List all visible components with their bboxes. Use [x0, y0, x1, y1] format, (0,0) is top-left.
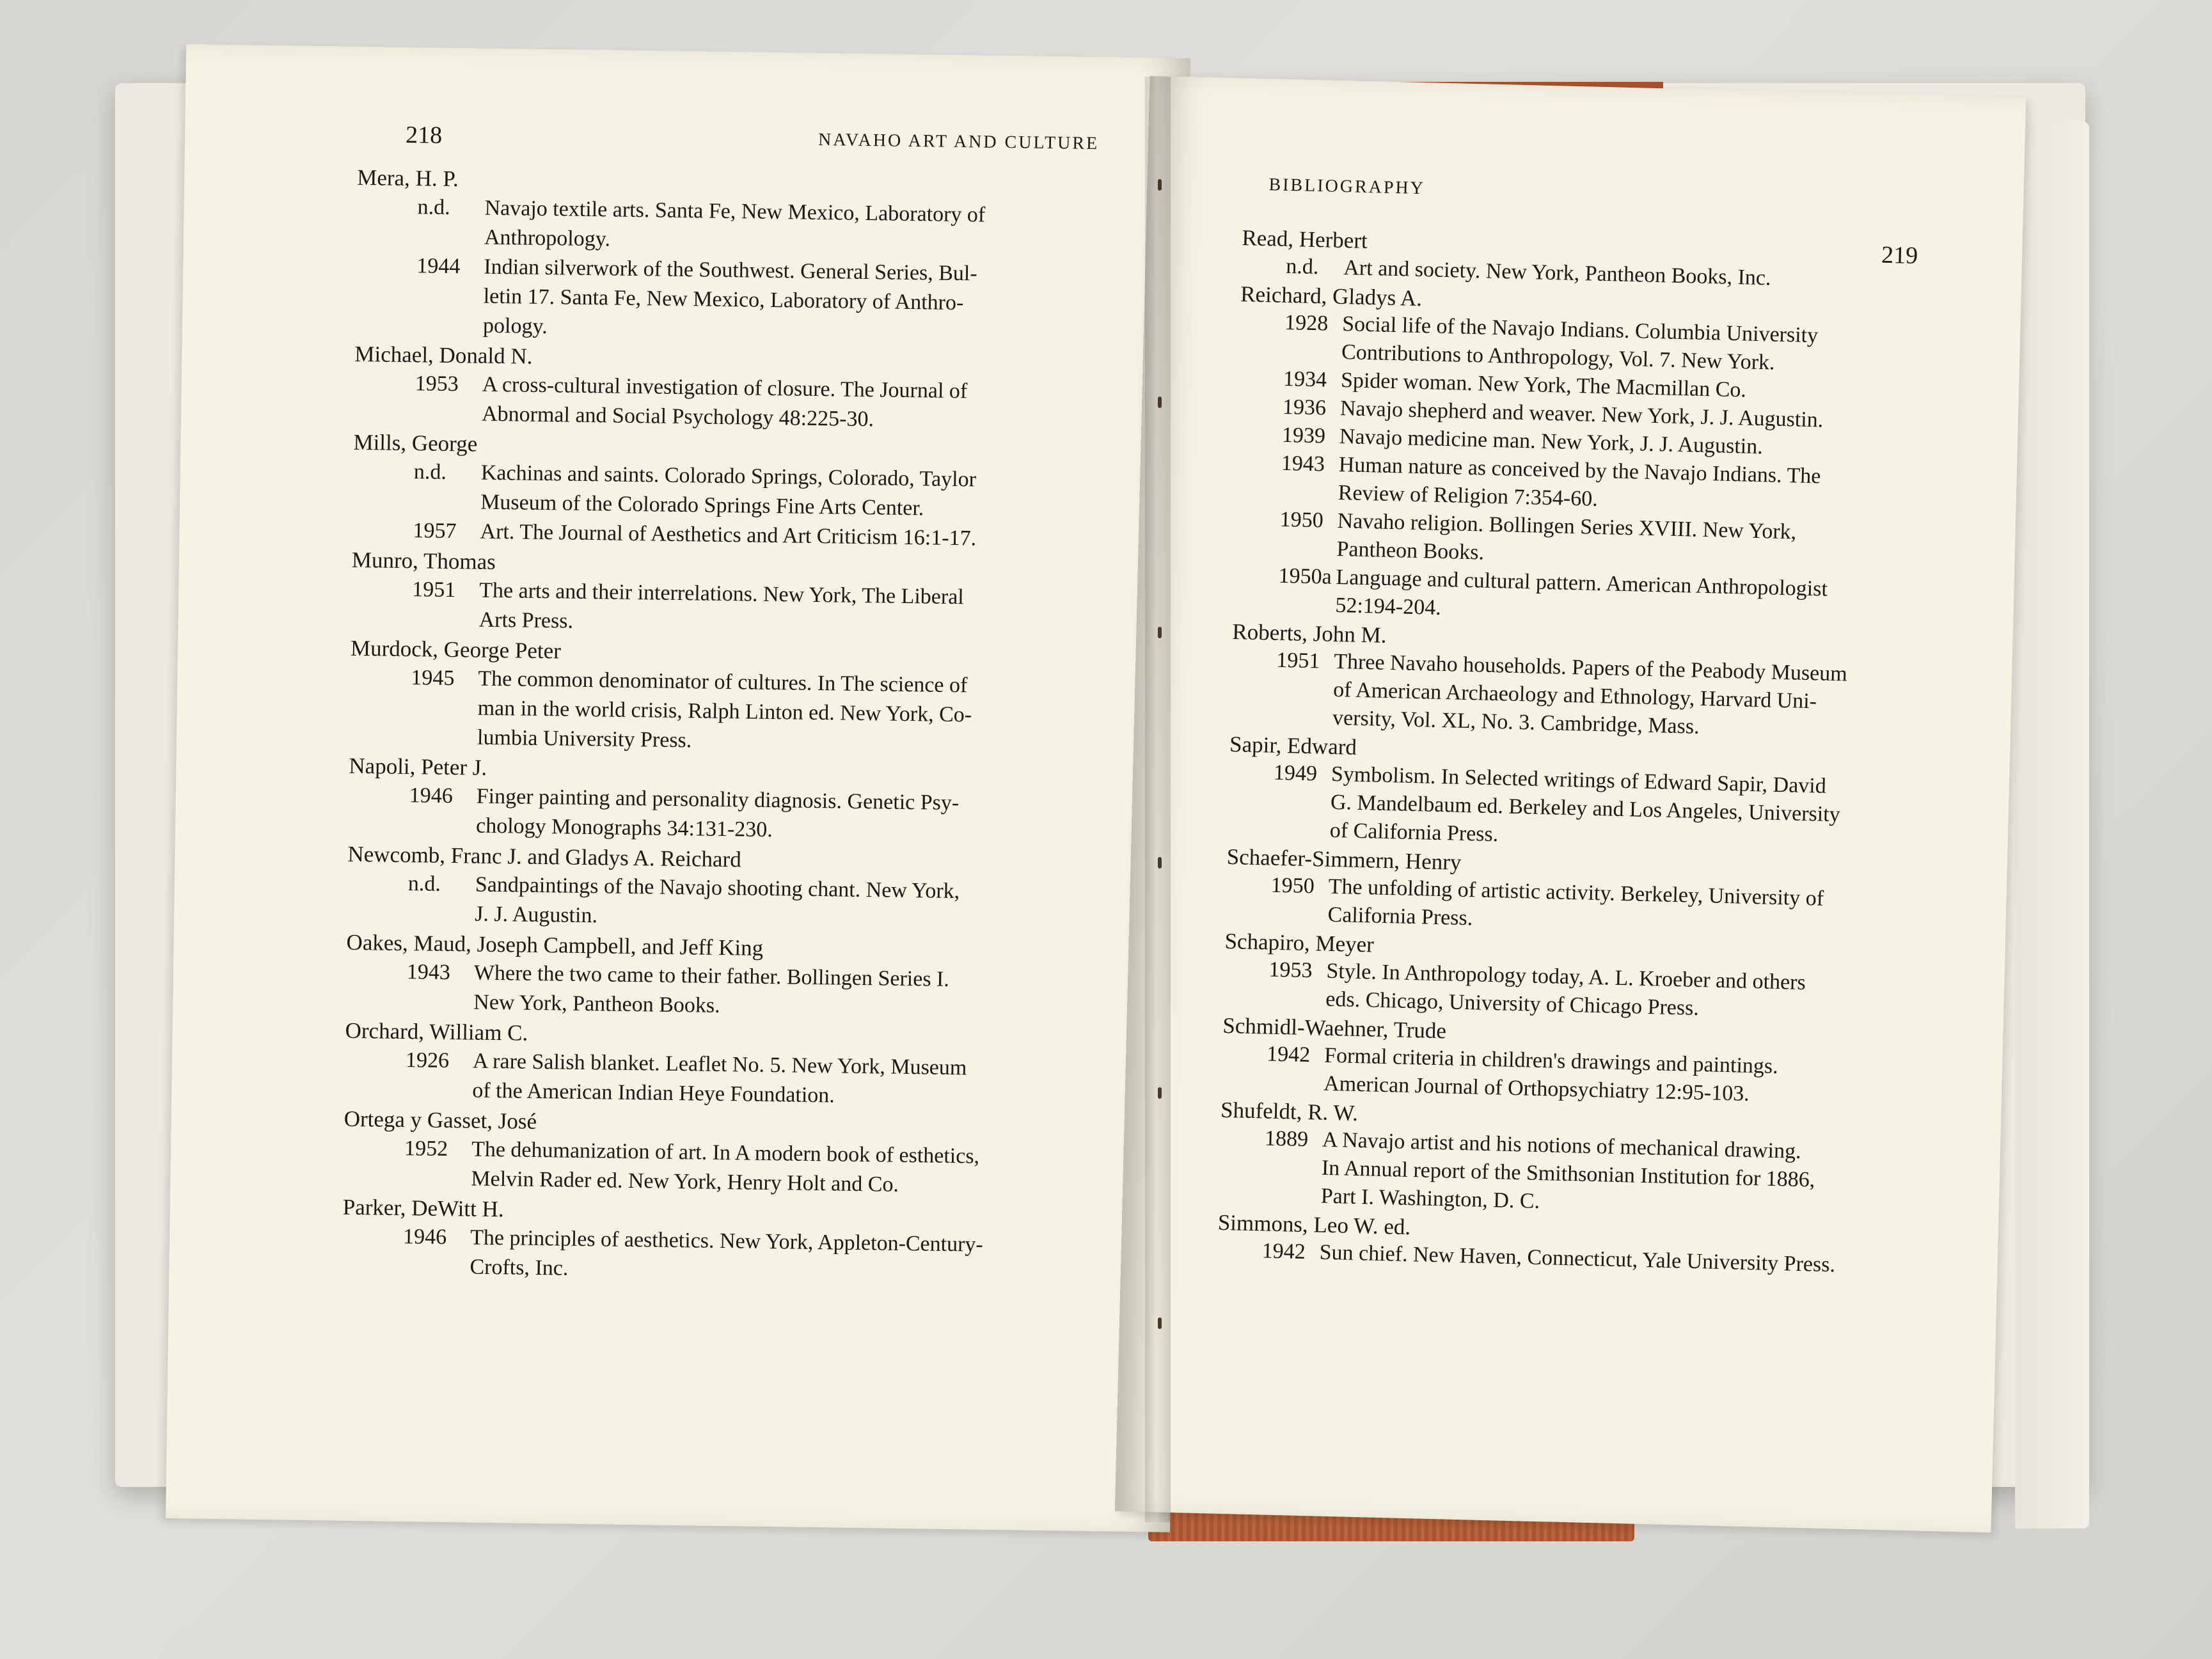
- cover-edge: [2015, 122, 2089, 1529]
- entry-year: 1944: [416, 254, 461, 279]
- entry-author: Shufeldt, R. W.: [1220, 1097, 1359, 1126]
- entry-text-line: of the American Indian Heye Foundation.: [472, 1078, 835, 1108]
- entry-author: Reichard, Gladys A.: [1240, 281, 1423, 311]
- entry-author: Mera, H. P.: [357, 164, 459, 192]
- entry-year: 1946: [409, 783, 454, 808]
- entry-author: Sapir, Edward: [1229, 731, 1357, 760]
- entry-text-line: The arts and their interrelations. New York, The Liberal: [479, 578, 965, 609]
- entry-text-line: eds. Chicago, University of Chicago Press.: [1325, 987, 1700, 1020]
- entry-text-line: Anthropology.: [484, 225, 611, 251]
- binding-stitch: [1158, 1317, 1162, 1329]
- entry-year: 1939: [1281, 423, 1326, 448]
- entry-text-line: Navajo medicine man. New York, J. J. Augustin.: [1339, 425, 1764, 459]
- entry-year: 1949: [1273, 760, 1318, 786]
- entry-year: 1928: [1284, 310, 1329, 336]
- entry-text-line: Sandpaintings of the Navajo shooting chant. New York,: [475, 872, 960, 904]
- entry-year: n.d.: [417, 195, 450, 219]
- entry-text-line: Symbolism. In Selected writings of Edward Sapir, David: [1331, 762, 1827, 798]
- entry-year: 1953: [415, 372, 459, 397]
- entry-text-line: Formal criteria in children's drawings and paintings.: [1323, 1043, 1779, 1079]
- right-page: [1115, 76, 2026, 1533]
- entry-author: Napoli, Peter J.: [349, 753, 487, 780]
- entry-year: 1936: [1282, 395, 1327, 420]
- binding-stitch: [1158, 397, 1162, 408]
- right-page-number: 219: [1881, 241, 1918, 270]
- entry-author: Read, Herbert: [1242, 225, 1368, 253]
- entry-year: 1943: [406, 960, 451, 985]
- book-gutter: [1145, 77, 1171, 1522]
- entry-text-line: Navajo textile arts. Santa Fe, New Mexico, Laboratory of: [484, 196, 986, 227]
- entry-text-line: J. J. Augustin.: [474, 902, 598, 928]
- entry-text-line: Abnormal and Social Psychology 48:225-30.: [481, 402, 874, 432]
- entry-author: Newcomb, Franc J. and Gladys A. Reichard: [347, 841, 742, 872]
- entry-text-line: Navajo shepherd and weaver. New York, J. J. Augustin.: [1339, 397, 1824, 432]
- entry-author: Parker, DeWitt H.: [342, 1194, 504, 1222]
- entry-text-line: letin 17. Santa Fe, New Mexico, Laboratory of Anthro-: [483, 284, 964, 315]
- entry-text-line: lumbia University Press.: [477, 725, 692, 753]
- entry-text-line: Spider woman. New York, The Macmillan Co.: [1340, 368, 1747, 402]
- entry-text-line: Indian silverwork of the Southwest. General Series, Bul-: [484, 255, 977, 286]
- entry-year: 1943: [1281, 451, 1325, 476]
- entry-text-line: A cross-cultural investigation of closure. The Journal of: [482, 372, 968, 404]
- left-page: [166, 44, 1190, 1532]
- entry-text-line: Review of Religion 7:354-60.: [1338, 480, 1599, 511]
- entry-author: Oakes, Maud, Joseph Campbell, and Jeff King: [346, 929, 764, 961]
- entry-author: Munro, Thomas: [351, 547, 496, 574]
- entry-text-line: Human nature as conceived by the Navajo Indians. The: [1338, 452, 1821, 489]
- entry-text-line: Three Navaho households. Papers of the Peabody Museum: [1333, 649, 1848, 686]
- entry-text-line: Finger painting and personality diagnosis. Genetic Psy-: [476, 784, 960, 815]
- entry-text-line: of American Archaeology and Ethnology, Harvard Uni-: [1332, 677, 1817, 714]
- entry-year: 1950: [1270, 873, 1315, 899]
- binding-stitch: [1158, 857, 1162, 869]
- entry-text-line: Sun chief. New Haven, Connecticut, Yale University Press.: [1319, 1240, 1836, 1277]
- entry-year: 1950a: [1278, 563, 1332, 589]
- entry-year: 1945: [411, 666, 455, 691]
- entry-text-line: Part I. Washington, D. C.: [1320, 1184, 1540, 1214]
- entry-text-line: Pantheon Books.: [1336, 537, 1485, 565]
- entry-text-line: California Press.: [1327, 902, 1473, 931]
- entry-author: Ortega y Gasset, José: [344, 1106, 537, 1134]
- entry-text-line: versity, Vol. XL, No. 3. Cambridge, Mass.: [1332, 705, 1700, 739]
- binding-stitch: [1158, 179, 1162, 191]
- entry-text-line: The common denominator of cultures. In The science of: [478, 666, 968, 698]
- entry-author: Simmons, Leo W. ed.: [1217, 1209, 1411, 1240]
- left-running-head: NAVAHO ART AND CULTURE: [818, 129, 1100, 154]
- entry-text-line: Language and cultural pattern. American Anthropologist: [1336, 565, 1828, 601]
- right-running-head: BIBLIOGRAPHY: [1268, 175, 1426, 199]
- entry-text-line: Art and society. New York, Pantheon Books, Inc.: [1343, 256, 1771, 290]
- entry-year: n.d.: [407, 872, 441, 896]
- entry-text-line: Contributions to Anthropology, Vol. 7. New York.: [1341, 340, 1775, 375]
- entry-text-line: New York, Pantheon Books.: [473, 990, 720, 1018]
- entry-year: 1942: [1261, 1239, 1306, 1264]
- entry-author: Michael, Donald N.: [354, 341, 533, 369]
- entry-text-line: G. Mandelbaum ed. Berkeley and Los Angeles, University: [1330, 790, 1841, 827]
- entry-text-line: Crofts, Inc.: [470, 1255, 569, 1280]
- entry-text-line: man in the world crisis, Ralph Linton ed. New York, Co-: [477, 696, 972, 727]
- entry-author: Roberts, John M.: [1231, 619, 1387, 648]
- entry-text-line: In Annual report of the Smithsonian Institution for 1886,: [1321, 1156, 1815, 1192]
- entry-year: 1926: [405, 1048, 450, 1073]
- entry-text-line: chology Monographs 34:131-230.: [475, 814, 773, 842]
- entry-author: Orchard, William C.: [345, 1018, 528, 1046]
- entry-text-line: The unfolding of artistic activity. Berkeley, University of: [1328, 874, 1824, 911]
- entry-text-line: The principles of aesthetics. New York, Appleton-Century-: [470, 1225, 984, 1257]
- entry-year: 1953: [1268, 957, 1313, 983]
- entry-year: 1951: [412, 578, 456, 602]
- entry-year: 1942: [1266, 1042, 1311, 1067]
- entry-year: 1957: [413, 519, 457, 544]
- entry-text-line: Kachinas and saints. Colorado Springs, Colorado, Taylor: [480, 460, 977, 492]
- entry-author: Mills, George: [353, 429, 478, 457]
- entry-year: n.d.: [413, 460, 447, 484]
- entry-text-line: Art. The Journal of Aesthetics and Art Criticism 16:1-17.: [480, 519, 977, 551]
- binding-stitch: [1158, 627, 1162, 638]
- entry-text-line: A rare Salish blanket. Leaflet No. 5. New York, Museum: [472, 1049, 967, 1080]
- entry-text-line: Arts Press.: [478, 608, 574, 633]
- entry-year: 1946: [402, 1225, 447, 1250]
- entry-text-line: pology.: [482, 313, 548, 339]
- entry-text-line: of California Press.: [1329, 818, 1499, 847]
- entry-text-line: Social life of the Navajo Indians. Columbia University: [1341, 312, 1819, 348]
- entry-text-line: A Navajo artist and his notions of mechanical drawing.: [1322, 1128, 1802, 1163]
- entry-text-line: 52:194-204.: [1335, 593, 1442, 620]
- entry-year: 1952: [404, 1136, 448, 1161]
- entry-author: Murdock, George Peter: [350, 635, 562, 664]
- binding-stitch: [1158, 1087, 1162, 1099]
- entry-text-line: American Journal of Orthopsychiatry 12:95-103.: [1323, 1071, 1750, 1106]
- entry-text-line: Style. In Anthropology today, A. L. Kroeber and others: [1326, 959, 1806, 995]
- entry-year: 1934: [1283, 366, 1327, 392]
- entry-text-line: The dehumanization of art. In A modern book of esthetics,: [471, 1137, 980, 1168]
- entry-text-line: Navaho religion. Bollingen Series XVIII. New York,: [1337, 508, 1797, 544]
- entry-text-line: Museum of the Colorado Springs Fine Arts Center.: [480, 490, 924, 521]
- entry-author: Schapiro, Meyer: [1224, 928, 1375, 957]
- entry-text-line: Melvin Rader ed. New York, Henry Holt and Co.: [471, 1167, 899, 1197]
- entry-year: 1951: [1276, 648, 1320, 673]
- entry-author: Schmidl-Waehner, Trude: [1222, 1012, 1447, 1044]
- entry-text-line: Where the two came to their father. Bollingen Series I.: [473, 961, 950, 991]
- entry-author: Schaefer-Simmern, Henry: [1226, 844, 1462, 875]
- left-page-number: 218: [405, 121, 443, 149]
- entry-year: 1950: [1279, 507, 1324, 533]
- entry-year: n.d.: [1285, 254, 1319, 279]
- entry-year: 1889: [1264, 1126, 1309, 1152]
